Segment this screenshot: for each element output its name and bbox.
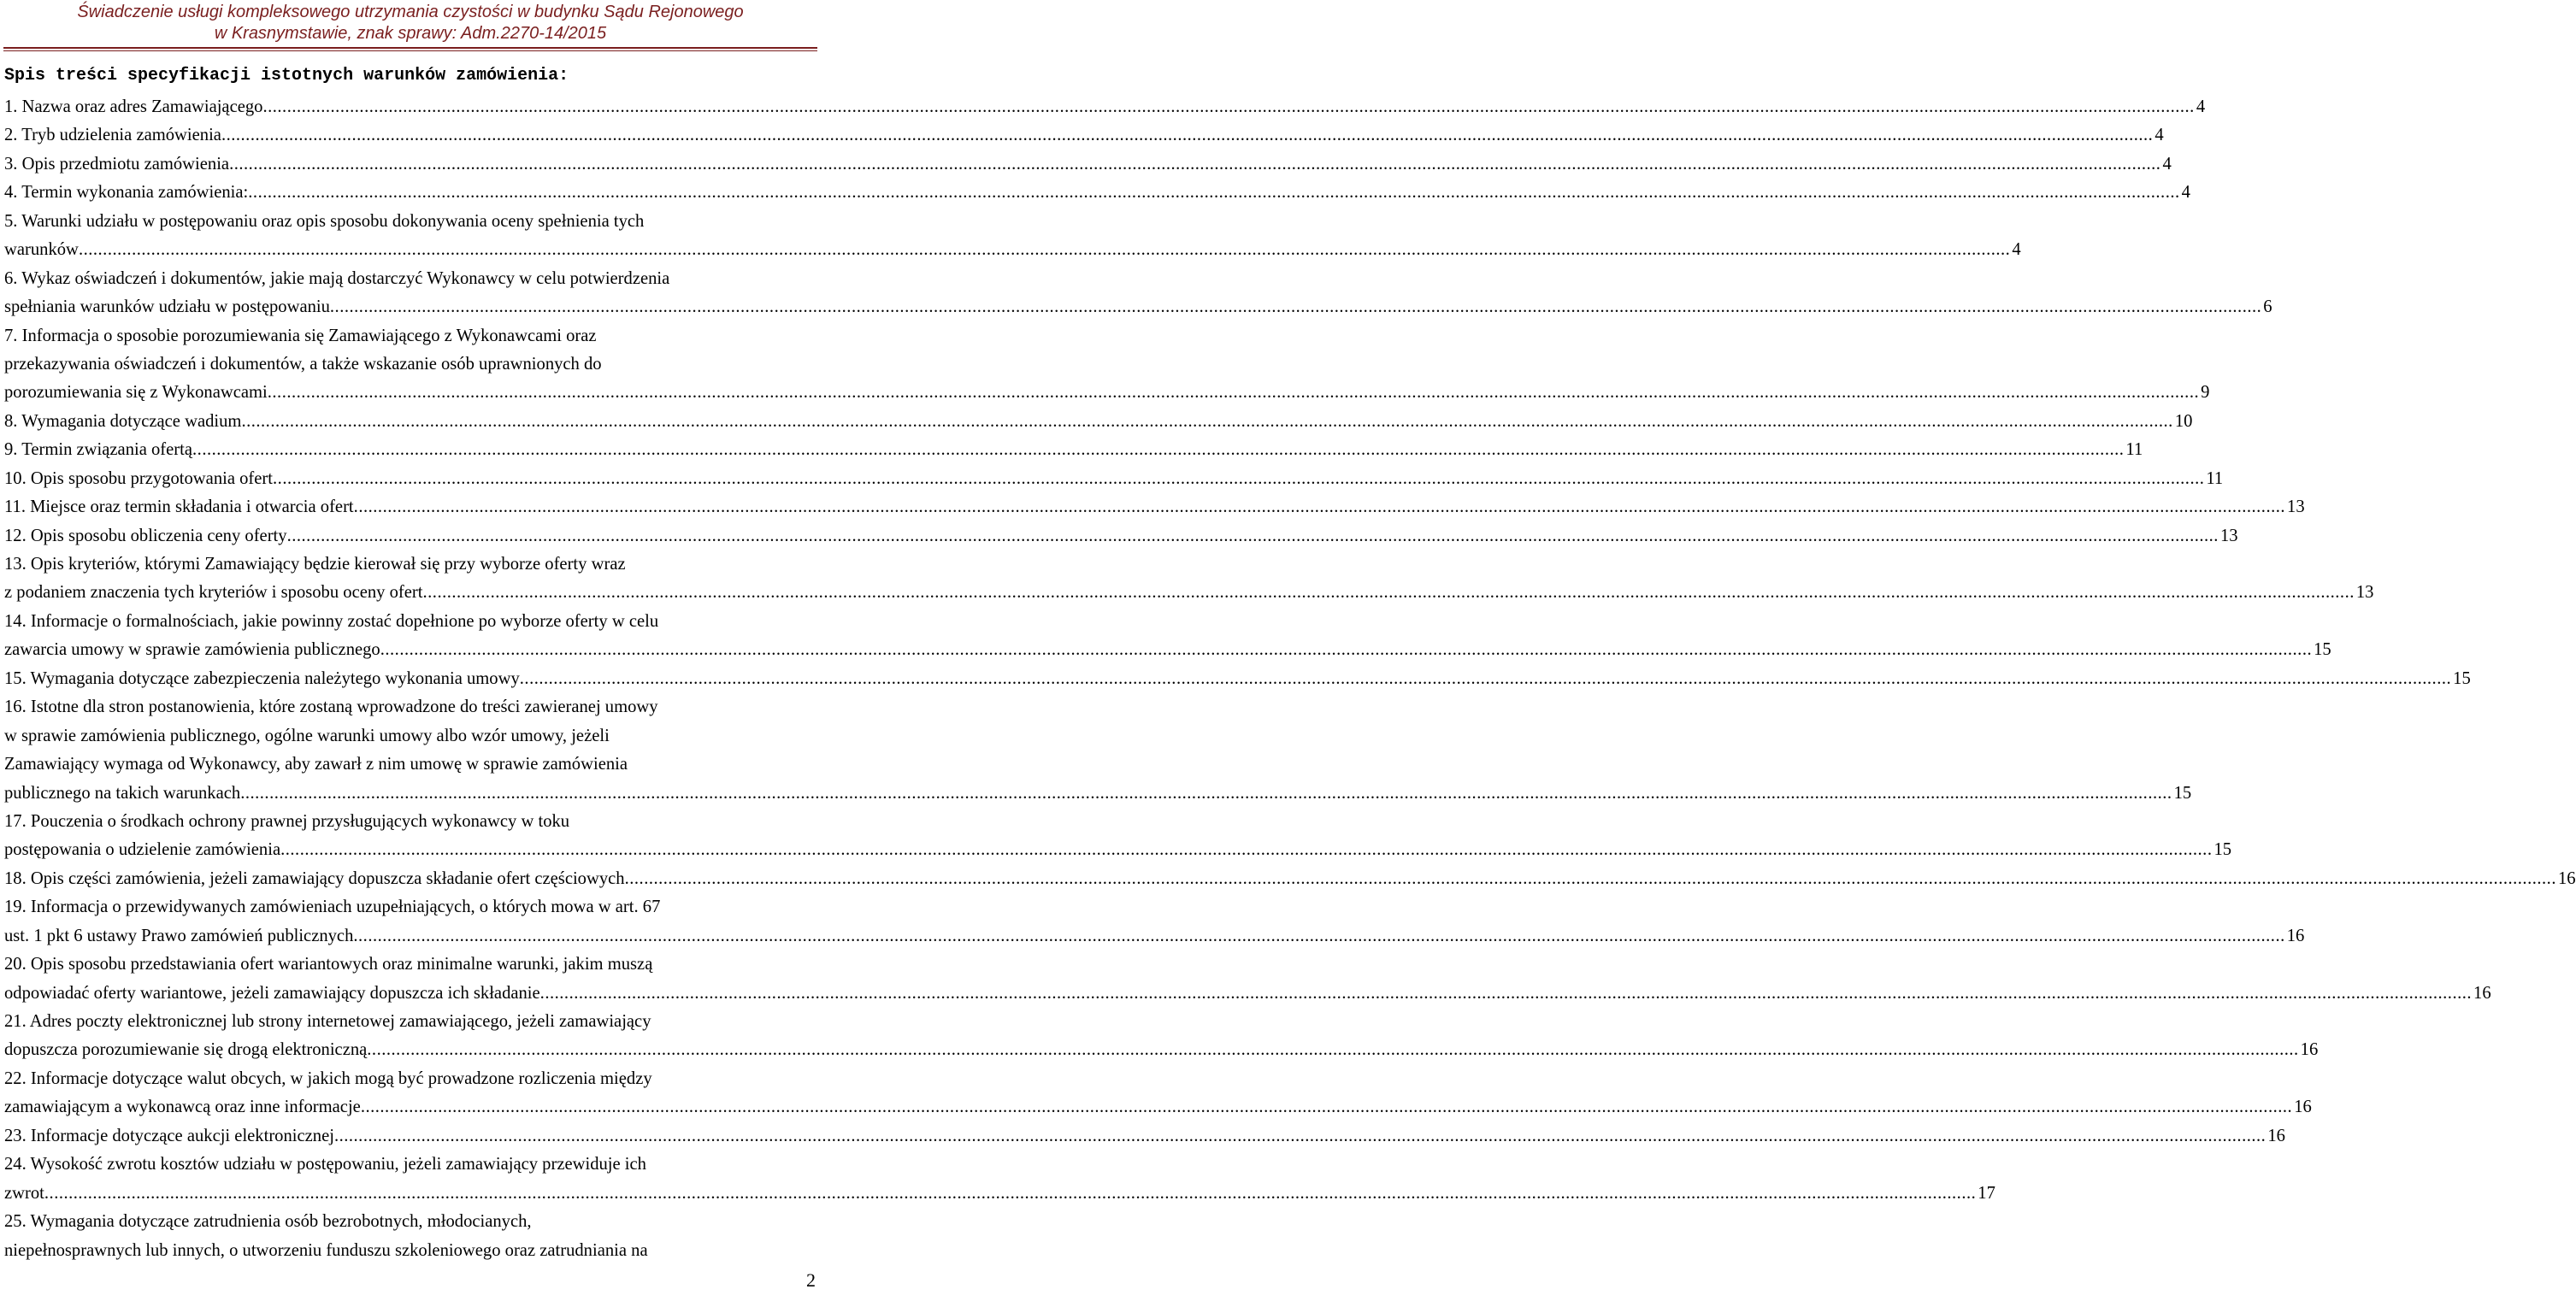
toc-entry-line [4,693,817,721]
toc-entry-line [4,493,2305,521]
toc-entry-line [4,350,817,379]
toc-entry[interactable] [4,865,2576,893]
toc-entry-text: zamawiającym a wykonawcą oraz inne informacje [4,1098,361,1117]
toc-entry[interactable] [4,408,2193,436]
toc-title: Spis treści specyfikacji istotnych warunków zamówienia: [4,66,569,85]
toc-entry-page: 15 [2453,668,2471,688]
toc-leader-dots: ................................................................................................................................................................................................................................................................................................................................................................................................................ [229,154,2161,174]
toc-entry[interactable] [4,1122,2285,1151]
toc-entry-page: 13 [2219,526,2238,545]
toc-entry[interactable] [4,436,2143,464]
toc-entry-line [4,179,2190,207]
toc-entry-text: 13. Opis kryteriów, którymi Zamawiający będzie kierował się przy wyborze oferty wraz [4,555,626,574]
toc-entry-text: 9. Termin związania ofertą [4,440,193,460]
toc-entry[interactable] [4,693,2192,808]
toc-entry-line [4,208,817,236]
toc-leader-dots: ................................................................................................................................................................................................................................................................................................................................................................................................................ [380,640,2313,660]
toc-entry-text: 3. Opis przedmiotu zamówienia [4,154,230,174]
toc-entry-text: 20. Opis sposobu przedstawiania ofert wariantowych oraz minimalne warunki, jakim muszą [4,955,653,974]
toc-entry-text: przekazywania oświadczeń i dokumentów, a także wskazanie osób uprawnionych do [4,354,602,374]
toc-entry[interactable] [4,121,2164,150]
toc-entry-line [4,1180,1995,1208]
toc-entry[interactable] [4,1151,1995,1208]
toc-leader-dots: ................................................................................................................................................................................................................................................................................................................................................................................................................ [367,1040,2299,1060]
toc-entry-page: 4 [2155,126,2164,145]
toc-entry-line [4,865,2576,893]
toc-entry[interactable] [4,522,2238,550]
toc-entry-line [4,579,2374,607]
toc-entry-line [4,93,2206,121]
toc-entry-text: postępowania o udzielenie zamówienia [4,840,281,860]
page-number: 2 [806,1269,816,1291]
toc-entry-line [4,836,2232,864]
toc-leader-dots: ................................................................................................................................................................................................................................................................................................................................................................................................................ [78,240,2011,260]
toc-entry-line [4,780,2192,808]
toc-entry-line [4,550,817,579]
toc-entry-text: porozumiewania się z Wykonawcami [4,383,268,403]
toc-leader-dots: ................................................................................................................................................................................................................................................................................................................................................................................................................ [286,526,2219,545]
toc-entry-text: 1. Nazwa oraz adres Zamawiającego [4,97,263,116]
toc-leader-dots: ................................................................................................................................................................................................................................................................................................................................................................................................................ [44,1183,1977,1203]
toc-entry-page: 9 [2201,383,2210,403]
toc-entry-page: 4 [2012,240,2021,260]
toc-entry-line [4,1008,817,1036]
toc-entry-text: 25. Wymagania dotyczące zatrudnienia osób bezrobotnych, młodocianych, [4,1212,532,1232]
toc-entry-page: 16 [2300,1040,2319,1060]
toc-leader-dots: ................................................................................................................................................................................................................................................................................................................................................................................................................ [333,1126,2267,1145]
toc-entry[interactable] [4,465,2224,493]
header-line-2: w Krasnymstawie, znak sprawy: Adm.2270-14/2015 [214,24,607,43]
toc-entry-line [4,1036,2319,1064]
toc-entry[interactable] [4,665,2471,693]
toc-leader-dots: ................................................................................................................................................................................................................................................................................................................................................................................................................ [353,926,2285,945]
toc-entry-page: 17 [1978,1183,1995,1203]
toc-entry-text: 7. Informacja o sposobie porozumiewania się Zamawiającego z Wykonawcami oraz [4,326,597,345]
toc-entry-line [4,1065,817,1093]
running-header [0,2,821,44]
toc-entry-text: 6. Wykaz oświadczeń i dokumentów, jakie mają dostarczyć Wykonawcy w celu potwierdzenia [4,268,670,288]
toc-entry-page: 15 [2173,783,2192,803]
toc-entry-page: 11 [2125,440,2143,460]
toc-entry[interactable] [4,608,2331,665]
toc-entry-text: 10. Opis sposobu przygotowania ofert [4,468,274,488]
toc-entry-line [4,1122,2285,1151]
toc-leader-dots: ................................................................................................................................................................................................................................................................................................................................................................................................................ [329,297,2262,317]
header-rule-thin [3,50,817,51]
toc-leader-dots: ................................................................................................................................................................................................................................................................................................................................................................................................................ [262,97,2195,116]
toc-entry-text: spełniania warunków udziału w postępowaniu [4,297,330,317]
toc-entry-page: 16 [2267,1126,2285,1145]
toc-entry-text: 18. Opis części zamówienia, jeżeli zamawiający dopuszcza składanie ofert częściowych [4,868,625,888]
toc-entry-page: 10 [2174,411,2193,431]
toc-entry[interactable] [4,93,2206,121]
toc-entry[interactable] [4,893,2305,951]
toc-entry-line [4,1093,2312,1121]
toc-entry-text: 5. Warunki udziału w postępowaniu oraz opis sposobu dokonywania oceny spełnienia tych [4,211,645,231]
toc-entry-page: 13 [2355,583,2374,603]
toc-entry-line [4,465,2224,493]
toc-entry-text: niepełnosprawnych lub innych, o utworzeniu funduszu szkoleniowego oraz zatrudniania na [4,1240,648,1260]
toc-entry-line [4,265,817,293]
toc-entry-line [4,1151,817,1179]
toc-entry[interactable] [4,550,2374,608]
toc-entry-line [4,922,2305,951]
toc-entry-text: 12. Opis sposobu obliczenia ceny oferty [4,526,287,545]
toc-entry-page: 6 [2263,297,2272,317]
toc-entry-text: 19. Informacja o przewidywanych zamówieniach uzupełniających, o których mowa w art. 67 [4,898,661,917]
toc-leader-dots: ................................................................................................................................................................................................................................................................................................................................................................................................................ [519,668,2452,688]
toc-entry-text: 14. Informacje o formalnościach, jakie powinny zostać dopełnione po wyborze oferty w celu [4,611,659,631]
toc-entry-text: 17. Pouczenia o środkach ochrony prawnej przysługujących wykonawcy w toku [4,811,570,831]
header-line-1: Świadczenie usługi kompleksowego utrzymania czystości w budynku Sądu Rejonowego [77,3,744,21]
toc-entry-text: warunków [4,240,79,260]
toc-entry-line [4,436,2143,464]
toc-leader-dots: ................................................................................................................................................................................................................................................................................................................................................................................................................ [624,868,2556,888]
toc-entry[interactable] [4,493,2305,521]
table-of-contents [4,93,2576,1265]
toc-entry-text: w sprawie zamówienia publicznego, ogólne warunki umowy albo wzór umowy, jeżeli [4,726,610,745]
toc-entry[interactable] [4,265,2272,322]
toc-entry-line [4,1237,817,1265]
toc-entry-line [4,665,2471,693]
header-rule-thick [3,47,817,49]
toc-leader-dots: ................................................................................................................................................................................................................................................................................................................................................................................................................ [248,183,2180,203]
toc-entry-text: 4. Termin wykonania zamówienia: [4,183,249,203]
toc-leader-dots: ................................................................................................................................................................................................................................................................................................................................................................................................................ [240,783,2172,803]
toc-leader-dots: ................................................................................................................................................................................................................................................................................................................................................................................................................ [241,411,2173,431]
toc-entry[interactable] [4,1065,2312,1122]
toc-entry-page: 13 [2287,497,2305,517]
toc-entry-page: 4 [2196,97,2206,116]
toc-entry[interactable] [4,208,2021,265]
toc-entry[interactable] [4,1008,2319,1065]
toc-leader-dots: ................................................................................................................................................................................................................................................................................................................................................................................................................ [539,983,2473,1003]
toc-entry-line [4,322,817,350]
toc-entry-page: 16 [2473,983,2491,1003]
toc-entry-page: 11 [2206,468,2224,488]
toc-entry[interactable] [4,1208,817,1265]
toc-entry-text: dopuszcza porozumiewanie się drogą elektroniczną [4,1040,368,1060]
toc-entry-line [4,1208,817,1236]
toc-entry-page: 4 [2162,154,2172,174]
toc-leader-dots: ................................................................................................................................................................................................................................................................................................................................................................................................................ [267,383,2200,403]
toc-entry[interactable] [4,808,2232,865]
toc-entry-line [4,293,2272,321]
toc-leader-dots: ................................................................................................................................................................................................................................................................................................................................................................................................................ [280,840,2213,860]
toc-entry-line [4,379,2210,407]
toc-leader-dots: ................................................................................................................................................................................................................................................................................................................................................................................................................ [221,126,2154,145]
toc-entry-text: 21. Adres poczty elektronicznej lub strony internetowej zamawiającego, jeżeli zamawiający [4,1012,651,1031]
toc-entry-text: Zamawiający wymaga od Wykonawcy, aby zawarł z nim umowę w sprawie zamówienia [4,755,628,774]
toc-entry[interactable] [4,179,2190,207]
toc-leader-dots: ................................................................................................................................................................................................................................................................................................................................................................................................................ [273,468,2205,488]
toc-entry-page: 16 [2286,926,2305,945]
toc-entry-text: zawarcia umowy w sprawie zamówienia publicznego [4,640,380,660]
toc-entry[interactable] [4,951,2491,1008]
toc-entry-page: 16 [2557,868,2576,888]
toc-entry-page: 4 [2181,183,2190,203]
toc-entry-text: 11. Miejsce oraz termin składania i otwarcia ofert [4,497,354,517]
toc-entry-line [4,522,2238,550]
toc-entry-text: 16. Istotne dla stron postanowienia, które zostaną wprowadzone do treści zawieranej umowy [4,698,658,717]
toc-leader-dots: ................................................................................................................................................................................................................................................................................................................................................................................................................ [353,497,2286,517]
toc-entry-line [4,150,2172,179]
toc-entry-line [4,121,2164,150]
toc-leader-dots: ................................................................................................................................................................................................................................................................................................................................................................................................................ [360,1098,2293,1117]
toc-entry-line [4,980,2491,1008]
toc-entry-text: zwrot [4,1183,44,1203]
toc-entry-line [4,636,2331,664]
toc-entry[interactable] [4,322,2210,408]
toc-entry-text: 23. Informacje dotyczące aukcji elektronicznej [4,1126,334,1145]
toc-entry-line [4,608,817,636]
toc-entry-page: 15 [2213,840,2232,860]
toc-entry-text: 22. Informacje dotyczące walut obcych, w jakich mogą być prowadzone rozliczenia między [4,1068,652,1088]
toc-entry-text: odpowiadać oferty wariantowe, jeżeli zamawiający dopuszcza ich składanie [4,983,540,1003]
toc-entry-text: 2. Tryb udzielenia zamówienia [4,126,221,145]
toc-entry-line [4,408,2193,436]
toc-leader-dots: ................................................................................................................................................................................................................................................................................................................................................................................................................ [422,583,2355,603]
toc-entry-text: 24. Wysokość zwrotu kosztów udziału w postępowaniu, jeżeli zamawiający przewiduje ich [4,1155,646,1174]
toc-entry-line [4,893,817,921]
toc-entry-text: 8. Wymagania dotyczące wadium [4,411,242,431]
toc-entry-text: ust. 1 pkt 6 ustawy Prawo zamówień publicznych [4,926,354,945]
toc-entry-page: 16 [2294,1098,2312,1117]
toc-entry-page: 15 [2314,640,2331,660]
toc-entry[interactable] [4,150,2172,179]
toc-entry-line [4,751,817,779]
toc-entry-line [4,951,817,979]
toc-entry-line [4,808,817,836]
toc-entry-text: z podaniem znaczenia tych kryteriów i sposobu oceny ofert [4,583,423,603]
toc-entry-text: 15. Wymagania dotyczące zabezpieczenia należytego wykonania umowy [4,668,520,688]
toc-entry-line [4,236,2021,264]
toc-entry-text: publicznego na takich warunkach [4,783,241,803]
toc-leader-dots: ................................................................................................................................................................................................................................................................................................................................................................................................................ [192,440,2125,460]
toc-entry-line [4,722,817,751]
